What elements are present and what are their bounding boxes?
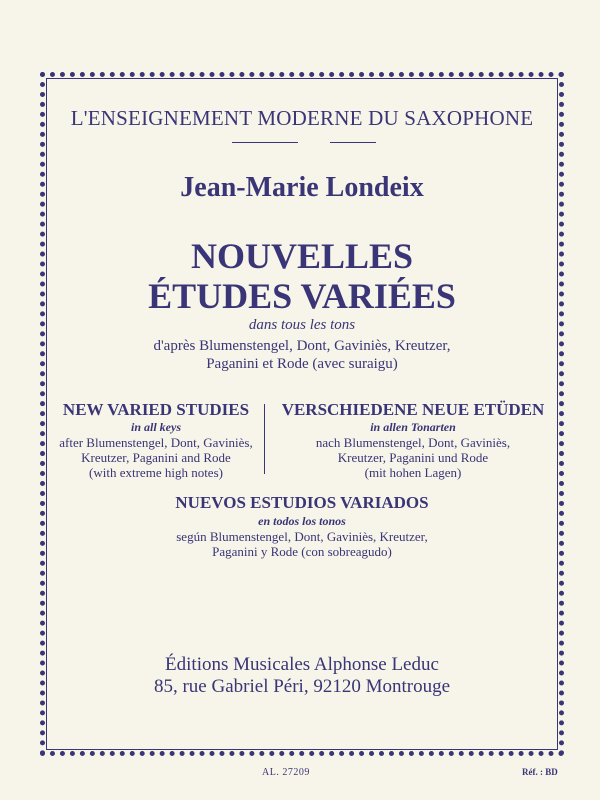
french-keys-subtitle: dans tous les tons [248,317,356,333]
main-title-line1: NOUVELLES [190,236,414,276]
english-line1: after Blumenstengel, Dont, Gaviniès, [59,435,253,450]
title-rule-left [232,142,298,143]
spanish-line1: según Blumenstengel, Dont, Gaviniès, Kreutzer, [176,529,428,544]
english-line2: Kreutzer, Paganini and Rode [81,450,231,465]
german-title: VERSCHIEDENE NEUE ETÜDEN [281,400,545,419]
title-rule-right [330,142,376,143]
spanish-keys: en todos los tonos [258,514,346,528]
main-title-line2: ÉTUDES VARIÉES [148,276,456,316]
publisher-name: Éditions Musicales Alphonse Leduc [165,654,439,675]
german-section [270,400,556,480]
german-line3: (mit hohen Lagen) [364,465,462,480]
spanish-title: NUEVOS ESTUDIOS VARIADOS [175,493,429,512]
series-title: L'ENSEIGNEMENT MODERNE DU SAXOPHONE [70,106,534,130]
german-line1: nach Blumenstengel, Dont, Gaviniès, [315,435,511,450]
german-keys: in allen Tonarten [370,420,456,434]
author-name: Jean-Marie Londeix [180,172,424,203]
french-sources-line2: Paganini et Rode (avec suraigu) [206,356,398,372]
plate-number: AL. 27209 [262,767,310,778]
english-section [52,400,260,480]
spanish-line2: Paganini y Rode (con sobreagudo) [212,544,392,559]
column-divider [264,404,265,474]
english-title: NEW VARIED STUDIES [62,400,250,419]
french-sources-line1: d'après Blumenstengel, Dont, Gaviniès, Kreutzer, [153,338,451,354]
english-line3: (with extreme high notes) [89,465,223,480]
german-line2: Kreutzer, Paganini und Rode [337,450,489,465]
reference-code: Réf. : BD [522,767,558,777]
english-keys: in all keys [131,420,181,434]
publisher-address: 85, rue Gabriel Péri, 92120 Montrouge [153,676,451,697]
